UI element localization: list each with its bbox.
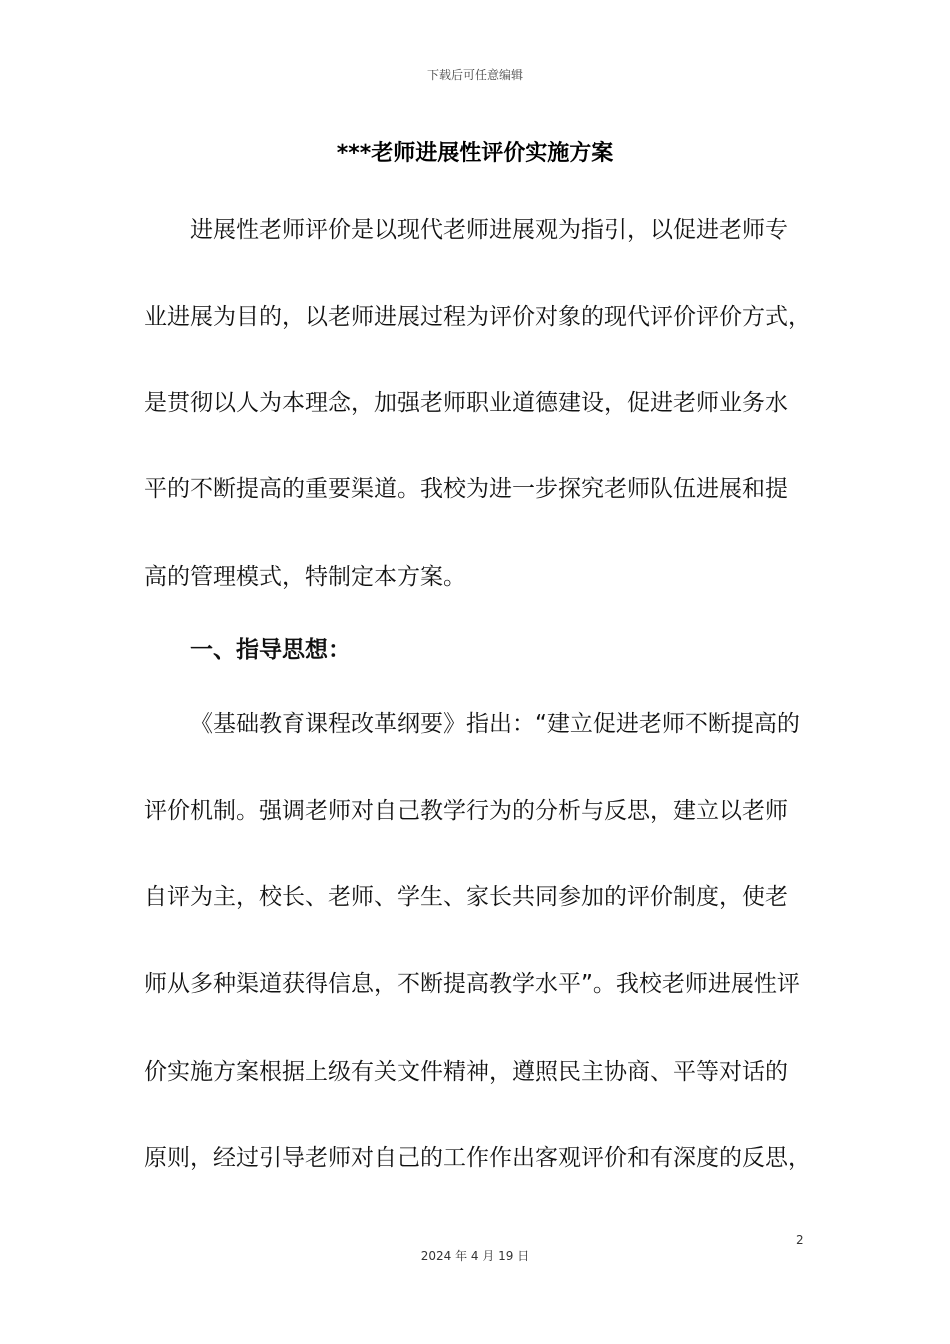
footer-date: 2024 年 4 月 19 日 — [420, 1249, 530, 1263]
paragraph-line: 平的不断提高的重要渠道。我校为进一步探究老师队伍进展和提 — [144, 476, 788, 502]
paragraph-line: 师从多种渠道获得信息，不断提高教学水平”。我校老师进展性评 — [144, 971, 800, 997]
paragraph-line: 价实施方案根据上级有关文件精神，遵照民主协商、平等对话的 — [144, 1059, 788, 1085]
section-heading: 一、指导思想： — [190, 637, 351, 663]
paragraph-line: 《基础教育课程改革纲要》指出：“建立促进老师不断提高的 — [190, 711, 800, 737]
paragraph-line: 进展性老师评价是以现代老师进展观为指引，以促进老师专 — [190, 217, 788, 243]
paragraph-line: 原则，经过引导老师对自己的工作作出客观评价和有深度的反思， — [144, 1145, 811, 1171]
paragraph-line: 是贯彻以人为本理念，加强老师职业道德建设，促进老师业务水 — [144, 390, 788, 416]
header-note: 下载后可任意编辑 — [426, 68, 523, 82]
document-title: ***老师进展性评价实施方案 — [336, 141, 614, 166]
page-number: 2 — [796, 1233, 804, 1247]
paragraph-line: 高的管理模式，特制定本方案。 — [144, 564, 466, 590]
paragraph-line: 自评为主，校长、老师、学生、家长共同参加的评价制度，使老 — [144, 884, 788, 910]
paragraph-line: 评价机制。强调老师对自己教学行为的分析与反思，建立以老师 — [144, 798, 788, 824]
paragraph-line: 业进展为目的，以老师进展过程为评价对象的现代评价评价方式， — [144, 304, 811, 330]
